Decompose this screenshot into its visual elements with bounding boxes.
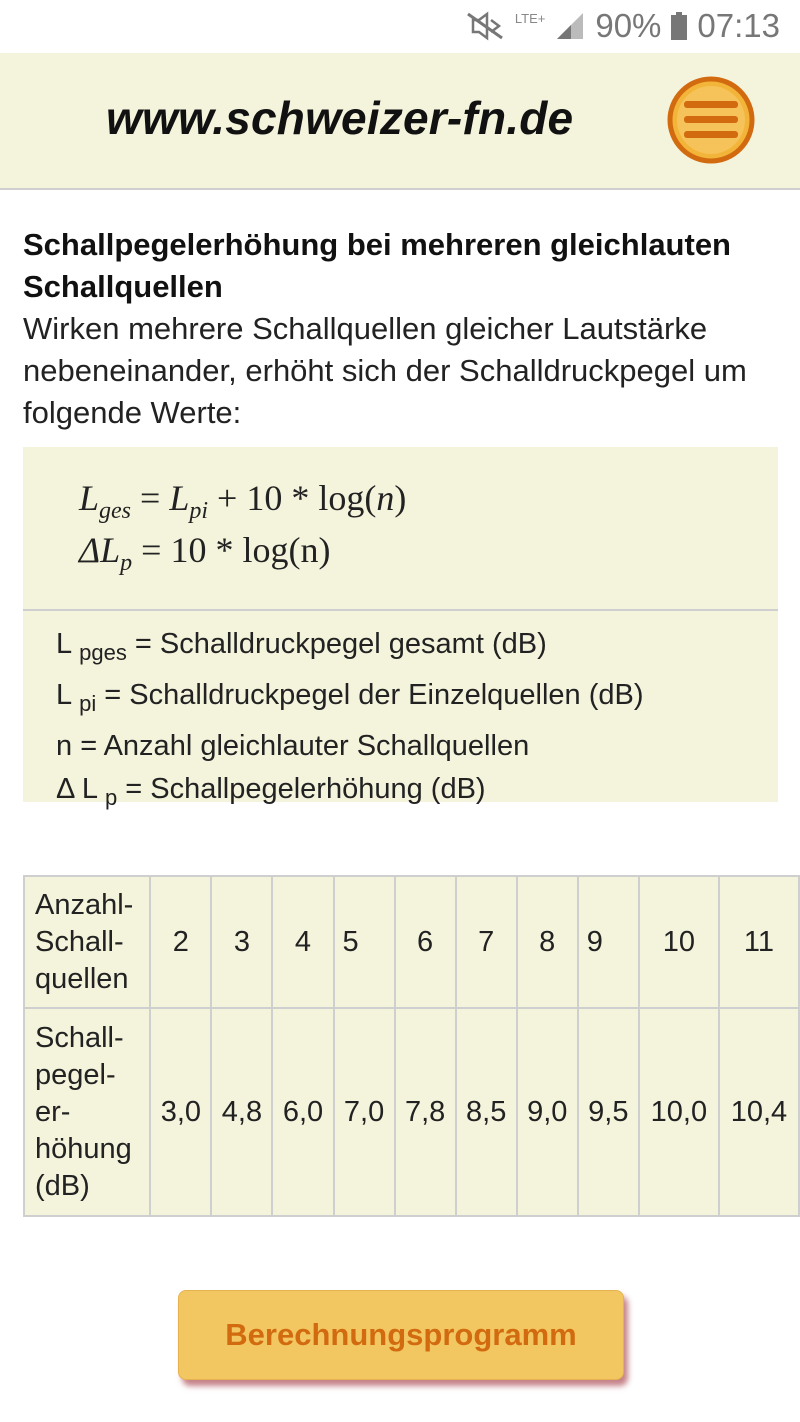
table-cell: 6 xyxy=(395,876,456,1008)
row-header-counts: Anzahl- Schall- quellen xyxy=(24,876,150,1008)
table-cell: 7,8 xyxy=(395,1008,456,1216)
site-header xyxy=(0,53,800,190)
table-cell: 9,5 xyxy=(578,1008,639,1216)
signal-icon xyxy=(555,12,585,40)
table-scroll-container[interactable] xyxy=(23,875,800,1220)
table-row-values xyxy=(24,1008,799,1216)
mute-icon xyxy=(465,11,505,41)
table-cell: 10,4 xyxy=(719,1008,799,1216)
table-cell: 6,0 xyxy=(272,1008,333,1216)
status-bar xyxy=(0,0,800,52)
site-title[interactable]: www.schweizer-fn.de xyxy=(106,92,574,144)
calculator-program-button[interactable]: Berechnungsprogramm xyxy=(178,1290,624,1380)
hamburger-menu-icon[interactable] xyxy=(666,75,756,165)
formula-box xyxy=(23,447,778,810)
article-intro: Wirken mehrere Schallquellen gleicher Lautstärke nebeneinander, erhöht sich der Schalldruckpegel um folgende Werte: xyxy=(23,311,747,430)
article xyxy=(23,224,778,434)
table-cell: 11 xyxy=(719,876,799,1008)
status-icons xyxy=(465,8,780,44)
table-cell: 10,0 xyxy=(639,1008,719,1216)
legend-item: L $_{pi}$ = Schalldruckpegel der Einzelquellen (dB) xyxy=(56,678,644,716)
legend-item: n = Anzahl gleichlauter Schallquellen xyxy=(56,729,530,762)
table-cell: 9,0 xyxy=(517,1008,578,1216)
table-cell: 8 xyxy=(517,876,578,1008)
formula-total-level: $L_{ges} = L_{pi} + 10 * \log(n)$ xyxy=(79,478,407,525)
clock: 07:13 xyxy=(697,7,780,44)
table-cell: 3 xyxy=(211,876,272,1008)
table-cell: 7 xyxy=(456,876,517,1008)
level-increase-table xyxy=(23,875,800,1217)
table-cell: 5 xyxy=(334,876,395,1008)
table-cell: 4,8 xyxy=(211,1008,272,1216)
table-cell: 2 xyxy=(150,876,211,1008)
legend-item: L $_{pges}$ = Schalldruckpegel gesamt (dB) xyxy=(56,628,547,665)
table-cell: 7,0 xyxy=(334,1008,395,1216)
legend-item: Δ L $_p$ = Schallpegelerhöhung (dB) xyxy=(56,772,486,810)
battery-percent: 90% xyxy=(595,7,662,44)
table-row-counts xyxy=(24,876,799,1008)
article-title: Schallpegelerhöhung bei mehreren gleichlauten Schallquellen xyxy=(23,227,731,304)
table-cell: 3,0 xyxy=(150,1008,211,1216)
formula-level-increase: $\Delta L_p = 10 * \log(n)$ xyxy=(79,530,331,577)
table-cell: 9 xyxy=(578,876,639,1008)
table-cell: 8,5 xyxy=(456,1008,517,1216)
table-cell: 4 xyxy=(272,876,333,1008)
formula-area xyxy=(23,447,778,611)
battery-icon xyxy=(671,12,687,40)
formula-legend xyxy=(56,623,644,818)
lte-indicator: LTE+ xyxy=(514,10,546,26)
table-cell: 10 xyxy=(639,876,719,1008)
row-header-values: Schall- pegel- er- höhung (dB) xyxy=(24,1008,150,1216)
